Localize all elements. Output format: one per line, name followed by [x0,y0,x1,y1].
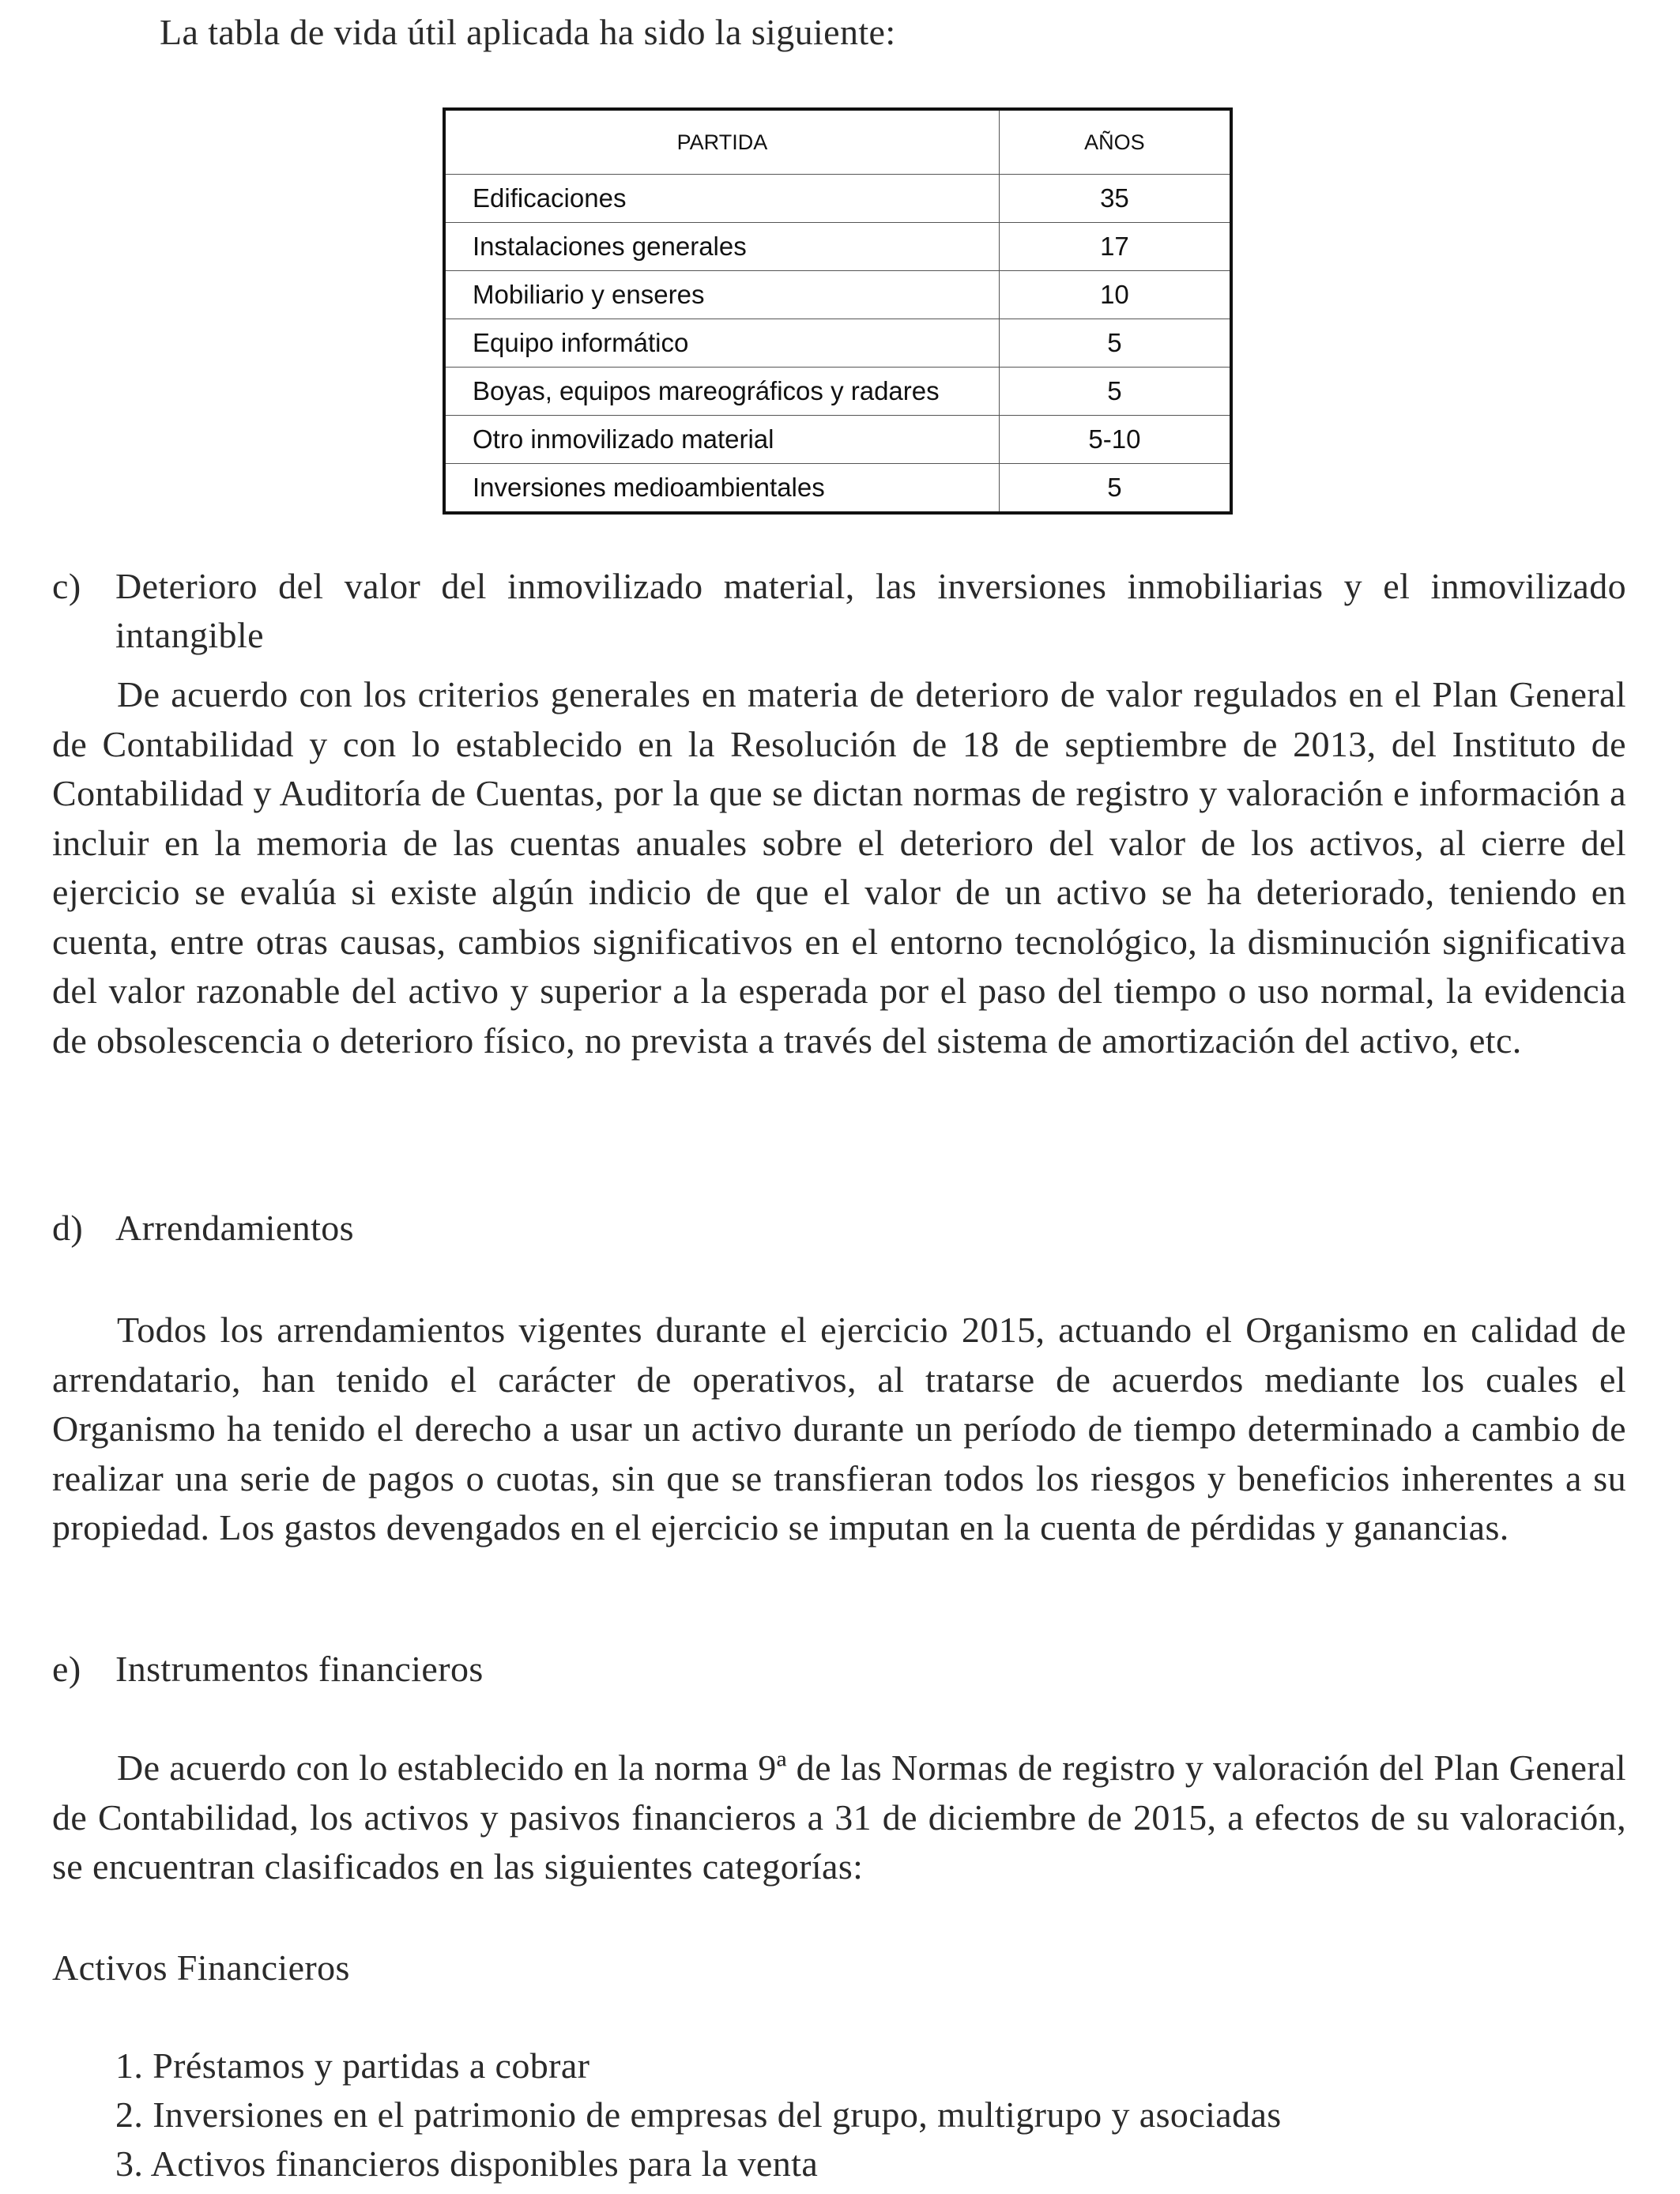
activos-financieros-title: Activos Financieros [52,1947,350,1988]
column-header-anos: AÑOS [999,109,1231,175]
table-cell-partida: Inversiones medioambientales [444,464,999,514]
table-cell-partida: Edificaciones [444,175,999,223]
section-e-heading [52,1648,484,1690]
table-row [444,416,1231,464]
table-row [444,223,1231,271]
table-cell-partida: Otro inmovilizado material [444,416,999,464]
table-row [444,368,1231,416]
section-d-body: Todos los arrendamientos vigentes durante el ejercicio 2015, actuando el Organismo en calidad de arrendatario, han tenido el carácter de operativos, al tratarse de acuerdos mediante los cuales el Organismo ha tenido el derecho a usar un activo durante un período de tiempo determinado a cambio de realizar una serie de pagos o cuotas, sin que se transfieran todos los riesgos y beneficios inherentes a su propiedad. Los gastos devengados en el ejercicio se imputan en la cuenta de pérdidas y ganancias. [52,1310,1626,1547]
table-cell-partida: Mobiliario y enseres [444,271,999,319]
list-item: 2. Inversiones en el patrimonio de empresas del grupo, multigrupo y asociadas [115,2094,1282,2135]
table-row [444,271,1231,319]
section-e-body: De acuerdo con lo establecido en la norma 9ª de las Normas de registro y valoración del Plan General de Contabilidad, los activos y pasivos financieros a 31 de diciembre de 2015, a efectos de su valoración, se encuentran clasificados en las siguientes categorías: [52,1747,1626,1887]
table-cell-partida: Boyas, equipos mareográficos y radares [444,368,999,416]
table-cell-anos: 5-10 [999,416,1231,464]
table-row [444,319,1231,368]
table-cell-anos: 35 [999,175,1231,223]
section-d-heading [52,1207,354,1249]
table-cell-partida: Equipo informático [444,319,999,368]
list-item: 3. Activos financieros disponibles para la venta [115,2143,819,2184]
section-e-title: Instrumentos financieros [115,1649,484,1689]
section-c-title: Deterioro del valor del inmovilizado material, las inversiones inmobiliarias y el inmovilizado intangible [115,566,1626,655]
table-header-row [444,109,1231,175]
intro-text: La tabla de vida útil aplicada ha sido la siguiente: [160,12,896,52]
table-cell-partida: Instalaciones generales [444,223,999,271]
section-d-title: Arrendamientos [115,1208,354,1248]
table-cell-anos: 5 [999,464,1231,514]
table-cell-anos: 5 [999,368,1231,416]
table-cell-anos: 17 [999,223,1231,271]
table-cell-anos: 5 [999,319,1231,368]
section-c-body: De acuerdo con los criterios generales en materia de deterioro de valor regulados en el Plan General de Contabilidad y con lo establecido en la Resolución de 18 de septiembre de 2013, del Instituto de Contabilidad y Auditoría de Cuentas, por la que se dictan normas de registro y valoración e información a incluir en la memoria de las cuentas anuales sobre el deterioro del valor de los activos, al cierre del ejercicio se evalúa si existe algún indicio de que el valor de un activo se ha deteriorado, teniendo en cuenta, entre otras causas, cambios significativos en el entorno tecnológico, la disminución significativa del valor razonable del activo y superior a la esperada por el paso del tiempo o uso normal, la evidencia de obsolescencia o deterioro físico, no prevista a través del sistema de amortización del activo, etc. [52,674,1626,1061]
activos-financieros-list [115,2041,1282,2188]
section-e-letter: e) [52,1649,81,1689]
section-c-heading [52,562,1626,660]
column-header-partida: PARTIDA [444,109,999,175]
useful-life-table [443,107,1233,515]
table-row [444,464,1231,514]
section-c-letter: c) [52,566,81,606]
table-row [444,175,1231,223]
section-d-letter: d) [52,1208,84,1248]
table-cell-anos: 10 [999,271,1231,319]
list-item: 1. Préstamos y partidas a cobrar [115,2045,590,2086]
